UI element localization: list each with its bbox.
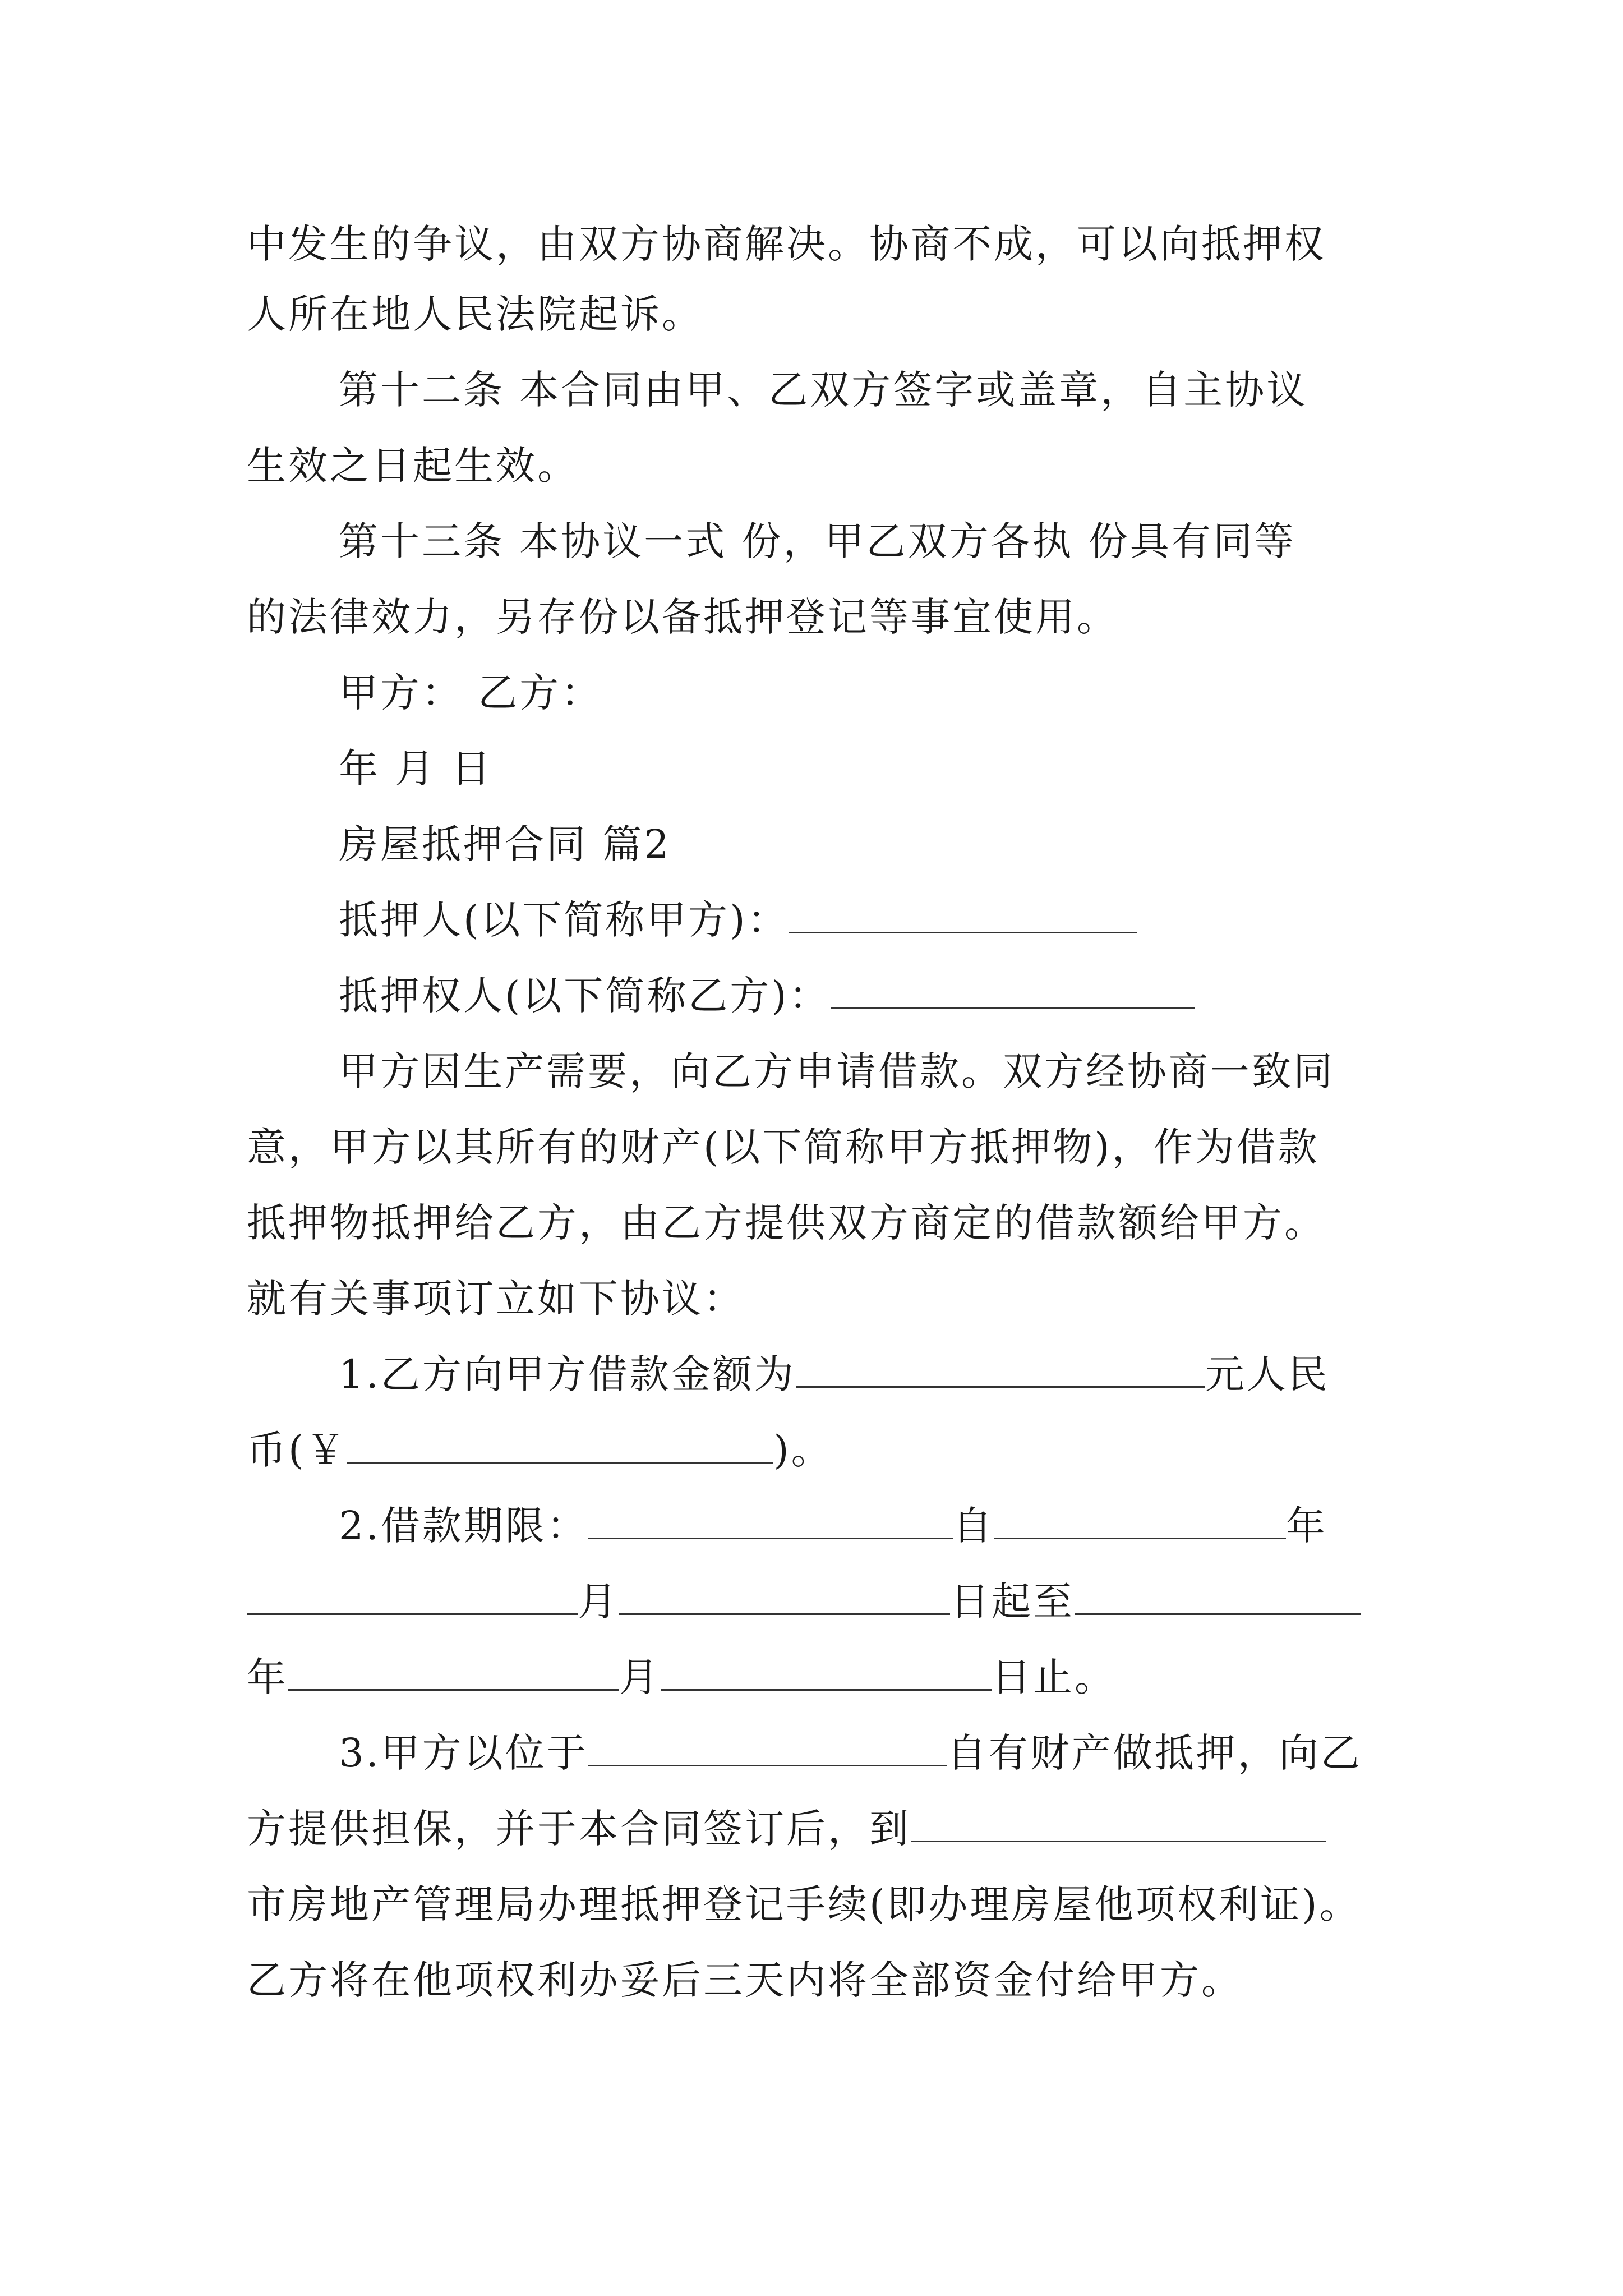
text-run: 元人民 bbox=[1205, 1351, 1330, 1397]
paragraph-line bbox=[247, 1798, 1326, 1860]
text-run: 方提供担保，并于本合同签订后，到 bbox=[247, 1806, 911, 1852]
text-run: 年 月 日 bbox=[339, 746, 493, 792]
text-run: 月 bbox=[619, 1654, 661, 1700]
article-12-line bbox=[339, 359, 1308, 421]
signature-parties-line bbox=[339, 662, 602, 724]
start-year-blank bbox=[994, 1504, 1286, 1539]
mortgagor-line bbox=[339, 889, 1137, 951]
text-run: 第十三条 本协议一式 份，甲乙双方各执 份具有同等 bbox=[339, 518, 1296, 564]
paragraph-line bbox=[247, 1192, 1326, 1254]
paragraph-line bbox=[247, 283, 703, 345]
text-run: 意，甲方以其所有的财产(以下简称甲方抵押物)，作为借款 bbox=[247, 1124, 1320, 1170]
paragraph-line bbox=[247, 586, 1118, 648]
end-year-blank bbox=[1075, 1580, 1361, 1615]
text-run: 抵押物抵押给乙方，由乙方提供双方商定的借款额给甲方。 bbox=[247, 1200, 1326, 1246]
loan-amount-blank bbox=[796, 1352, 1205, 1388]
mortgagor-blank bbox=[789, 898, 1137, 933]
date-range-end-line bbox=[247, 1646, 1116, 1708]
text-run: 抵押权人(以下简称乙方)： bbox=[339, 973, 831, 1019]
city-blank bbox=[911, 1807, 1326, 1842]
paragraph-line bbox=[247, 1268, 745, 1329]
text-run: 甲方： 乙方： bbox=[339, 670, 603, 716]
text-run: 抵押人(以下简称甲方)： bbox=[339, 897, 789, 943]
text-run: 的法律效力，另存份以备抵押登记等事宜使用。 bbox=[247, 594, 1118, 640]
clause-2-line bbox=[339, 1495, 1327, 1557]
text-run: 2.借款期限： bbox=[339, 1503, 588, 1549]
section-title bbox=[339, 813, 671, 875]
paragraph-line bbox=[247, 1874, 1361, 1935]
text-run: 房屋抵押合同 篇2 bbox=[339, 821, 671, 867]
text-run: 1.乙方向甲方借款金额为 bbox=[339, 1351, 796, 1397]
paragraph-line bbox=[247, 213, 1326, 275]
mortgagee-line bbox=[339, 965, 1195, 1027]
end-day-blank bbox=[661, 1655, 992, 1691]
text-run: 人所在地人民法院起诉。 bbox=[247, 291, 703, 337]
start-month-blank bbox=[247, 1580, 578, 1615]
loan-term-blank bbox=[588, 1504, 953, 1539]
text-run: 3.甲方以位于 bbox=[339, 1730, 588, 1776]
text-run: 自有财产做抵押，向乙 bbox=[947, 1730, 1362, 1776]
paragraph-line bbox=[339, 1041, 1335, 1102]
text-run: 就有关事项订立如下协议： bbox=[247, 1276, 745, 1322]
text-run: )。 bbox=[773, 1427, 833, 1473]
currency-amount-blank bbox=[347, 1428, 773, 1464]
currency-line bbox=[247, 1419, 833, 1481]
date-range-line bbox=[247, 1571, 1361, 1632]
date-line bbox=[339, 738, 493, 799]
property-location-blank bbox=[588, 1731, 947, 1766]
clause-3-line bbox=[339, 1722, 1362, 1784]
paragraph-line bbox=[247, 435, 579, 496]
clause-1-line bbox=[339, 1343, 1330, 1405]
text-run: 月 bbox=[578, 1579, 619, 1625]
text-run: 生效之日起生效。 bbox=[247, 443, 579, 489]
text-run: 年 bbox=[1285, 1503, 1327, 1549]
text-run: 乙方将在他项权利办妥后三天内将全部资金付给甲方。 bbox=[247, 1957, 1243, 2003]
mortgagee-blank bbox=[831, 974, 1195, 1009]
text-run: 日起至 bbox=[950, 1579, 1075, 1625]
text-run: 中发生的争议，由双方协商解决。协商不成，可以向抵押权 bbox=[247, 221, 1326, 267]
paragraph-line bbox=[247, 1949, 1243, 2011]
start-day-blank bbox=[619, 1580, 950, 1615]
text-run: 第十二条 本合同由甲、乙双方签字或盖章，自主协议 bbox=[339, 367, 1308, 413]
end-month-blank bbox=[288, 1655, 619, 1691]
paragraph-line bbox=[247, 1116, 1320, 1178]
article-13-line bbox=[339, 510, 1296, 572]
text-run: 甲方因生产需要，向乙方申请借款。双方经协商一致同 bbox=[339, 1048, 1335, 1094]
text-run: 自 bbox=[952, 1503, 994, 1549]
text-run: 年 bbox=[247, 1654, 288, 1700]
text-run: 币(￥ bbox=[247, 1427, 348, 1473]
text-run: 市房地产管理局办理抵押登记手续(即办理房屋他项权利证)。 bbox=[247, 1881, 1361, 1927]
text-run: 日止。 bbox=[992, 1654, 1116, 1700]
